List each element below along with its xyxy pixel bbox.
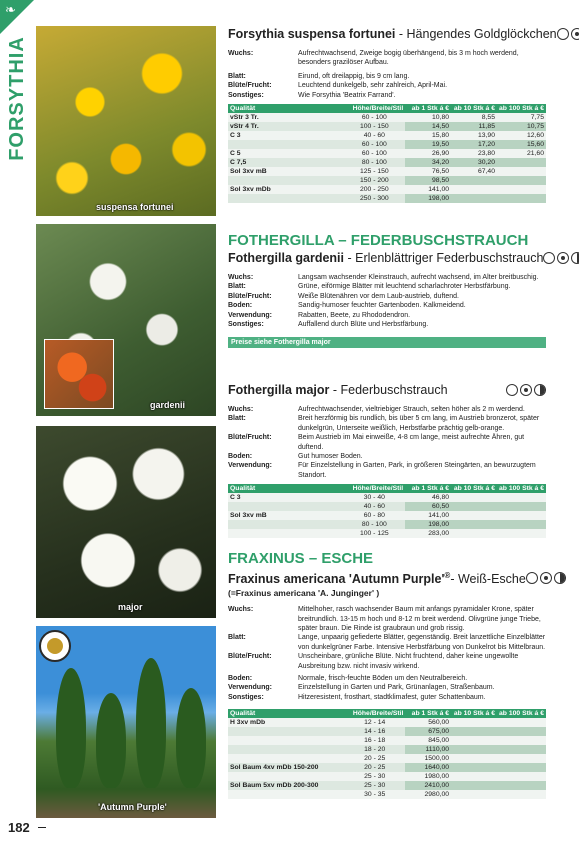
table-cell: 7,75 (497, 113, 546, 122)
table-cell (497, 185, 546, 194)
table-cell (451, 718, 497, 727)
table-cell: 34,20 (405, 158, 451, 167)
table-row (228, 122, 546, 131)
table-cell (451, 493, 497, 502)
table-cell (451, 763, 497, 772)
table-cell: 675,00 (405, 727, 451, 736)
table-cell (497, 736, 546, 745)
table-cell: 40 - 60 (343, 502, 405, 511)
table-cell: vStr 4 Tr. (228, 122, 343, 131)
table-cell (228, 754, 344, 763)
table-cell (451, 727, 497, 736)
table-cell: Sol Baum 5xv mDb 200-300 (228, 781, 344, 790)
table-cell (497, 754, 546, 763)
description-list: Wuchs: Mittelhoher, rasch wachsender Baum mit anfangs pyramidaler Krone, später breitrundlich. 13-15 m hoch und 8-12 m breit werdend. Olivgrüne junge Triebe, später braun. Die Rinde ist graubraun und grob rissig. Blatt: Lange, unpaarig gefiederte Blätter, gegenständig. Breit lanzettliche Einzelblätter von dunkelgrüner Farbe. Intensive Herbstfärbung von Dunkelrot bis Mittelbraun. Blüte/Frucht: Unscheinbare, grünliche Blüte. Nicht fruchtend, daher keine ungewollte Ausbreitung bzw. nicht invasiv wirkend. Boden: Normale, frisch-feuchte Böden um den Neutralbereich. Verwendung: Einzelstellung in Garten und Park, Grünanlagen, Straßenbaum. Sonstiges: Hitzeresistent, frosthart, stadtklimafest, guter Schattenbaum. (228, 606, 546, 701)
photo-caption: 'Autumn Purple' (98, 802, 167, 812)
product-title: Fothergilla gardenii - Erlenblättriger Federbuschstrauch (228, 250, 546, 266)
table-cell: 198,00 (405, 520, 451, 529)
tree-shape (56, 668, 86, 788)
table-cell (228, 176, 343, 185)
price-table-body (228, 718, 546, 799)
sun-icon (506, 384, 518, 396)
table-cell (451, 185, 497, 194)
product-title: Forsythia suspensa fortunei - Hängendes Goldglöckchen (228, 26, 546, 42)
table-cell: 2410,00 (405, 781, 451, 790)
tree-shape (176, 688, 206, 788)
table-cell: 15,60 (497, 140, 546, 149)
table-cell: 30,20 (451, 158, 497, 167)
table-row (228, 194, 546, 203)
table-cell (497, 772, 546, 781)
table-cell: Sol 3xv mB (228, 511, 343, 520)
table-cell: 141,00 (405, 185, 451, 194)
synonym: (=Fraxinus americana 'A. Junginger' ) (228, 588, 380, 599)
table-cell (228, 736, 344, 745)
table-cell: 30 - 40 (343, 493, 405, 502)
table-cell: 60 - 100 (343, 140, 405, 149)
table-row (228, 185, 546, 194)
table-row (228, 511, 546, 520)
table-cell (497, 502, 546, 511)
sun-icon (526, 572, 538, 584)
table-cell: 60 - 80 (343, 511, 405, 520)
table-cell (451, 781, 497, 790)
table-cell (451, 176, 497, 185)
table-cell: Sol 3xv mDb (228, 185, 343, 194)
table-cell: 60 - 100 (343, 149, 405, 158)
table-cell (497, 493, 546, 502)
table-cell: 150 - 200 (343, 176, 405, 185)
table-cell: C 7,5 (228, 158, 343, 167)
table-row (228, 158, 546, 167)
table-cell: 100 - 150 (343, 122, 405, 131)
table-row (228, 727, 546, 736)
table-row (228, 113, 546, 122)
shade-icon (571, 252, 579, 264)
genus-heading: FRAXINUS – ESCHE (228, 550, 374, 567)
table-cell (451, 790, 497, 799)
table-cell: 98,50 (405, 176, 451, 185)
price-table-body (228, 493, 546, 538)
table-cell: 12 - 14 (344, 718, 405, 727)
table-row (228, 718, 546, 727)
table-cell (228, 140, 343, 149)
photo-forsythia (36, 26, 216, 216)
table-cell (228, 772, 344, 781)
table-row (228, 167, 546, 176)
product-title: Fraxinus americana 'Autumn Purple'®- Weiß-Esche (228, 568, 546, 587)
table-row (228, 176, 546, 185)
table-cell: 26,90 (405, 149, 451, 158)
location-icons (506, 384, 546, 396)
product-title: Fothergilla major - Federbuschstrauch (228, 382, 546, 398)
leaf-icon: ❧ (5, 2, 16, 17)
table-cell (451, 736, 497, 745)
table-row (228, 131, 546, 140)
table-cell: 60 - 100 (343, 113, 405, 122)
table-cell: 15,80 (405, 131, 451, 140)
table-cell (497, 158, 546, 167)
half-shade-icon (540, 572, 552, 584)
description-list: Wuchs: Langsam wachsender Kleinstrauch, aufrecht wachsend, im Alter breitbuschig. Blatt: Grüne, eiförmige Blätter mit leuchtend scharlachroter Herbstfärbung. Blüte/Frucht: Weiße Blütenähren vor dem Laub-austrieb, duftend. Boden: Sandig-humoser feuchter Gartenboden. Kalkmeidend. Verwendung: Rabatten, Beete, zu Rhododendron. Sonstiges: Auffallend durch Blüte und Herbstfärbung. (228, 274, 539, 329)
table-cell: 12,60 (497, 131, 546, 140)
section-fraxinus (228, 550, 546, 799)
table-cell (497, 520, 546, 529)
table-cell (497, 176, 546, 185)
table-cell (497, 781, 546, 790)
shade-icon (554, 572, 566, 584)
table-cell: 76,50 (405, 167, 451, 176)
table-cell: 125 - 150 (343, 167, 405, 176)
table-cell: 67,40 (451, 167, 497, 176)
table-cell: 20 - 25 (344, 763, 405, 772)
table-cell (228, 194, 343, 203)
price-table: Qualität Höhe/Breite/Stil ab 1 Stk á € ab 10 Stk á € ab 100 Stk á € vStr 3 Tr. 60 - 100 10,80 8,55 7,75 vStr 4 Tr. 100 - 150 14,50 11,85 10,75 C 3 40 - 60 15,80 13,90 12,60 60 - 100 19,50 17,20 15,60 C 5 60 - 100 26,90 23,80 21,60 C 7,5 80 - 100 34,20 30,20 Sol 3xv mB 125 - 150 76,50 67,40 150 - 200 98,50 Sol 3xv mDb 200 - 250 141,00 250 - 300 198,00 (230, 105, 544, 203)
table-cell (497, 763, 546, 772)
price-table: Qualität Höhe/Breite/Stil ab 1 Stk á € ab 10 Stk á € ab 100 Stk á € C 3 30 - 40 46,80 40 - 60 60,50 Sol 3xv mB 60 - 80 141,00 80 - 100 198,00 100 - 125 283,00 (230, 485, 544, 538)
sun-icon (557, 28, 569, 40)
section-fothergilla-major (228, 382, 546, 538)
description-list: Wuchs: Aufrechtwachsender, vieltriebiger Strauch, selten höher als 2 m werdend. Blatt: Breit herzförmig bis rundlich, bis über 5 cm lang, im Austrieb bronzerot, später dunkelgrün, Unterseite weißlich, Herbstfarbe prächtig gelb-orange. Blüte/Frucht: Beim Austrieb im Mai einweiße, 4-8 cm lange, meist aufrechte Ähren, gut duftend. Boden: Gut humoser Boden. Verwendung: Für Einzelstellung in Garten, Park, in größeren Steingärten, an bewurzugtem Standort. (228, 406, 540, 479)
section-forsythia (228, 26, 557, 203)
table-cell (228, 727, 344, 736)
table-cell: 19,50 (405, 140, 451, 149)
table-cell: Sol Baum 4xv mDb 150-200 (228, 763, 344, 772)
table-cell: 283,00 (405, 529, 451, 538)
table-cell (228, 790, 344, 799)
table-cell: 25 - 30 (344, 781, 405, 790)
table-cell (451, 520, 497, 529)
table-cell (228, 502, 343, 511)
table-cell (451, 511, 497, 520)
table-cell (497, 718, 546, 727)
table-cell: 141,00 (405, 511, 451, 520)
table-row (228, 745, 546, 754)
table-cell: 21,60 (497, 149, 546, 158)
table-cell: 845,00 (405, 736, 451, 745)
table-row (228, 149, 546, 158)
table-cell (497, 511, 546, 520)
price-table-body (228, 113, 546, 203)
location-icons (543, 252, 579, 264)
genus-heading: FOTHERGILLA – FEDERBUSCHSTRAUCH (228, 232, 529, 249)
table-row (228, 772, 546, 781)
shade-icon (534, 384, 546, 396)
table-cell: Sol 3xv mB (228, 167, 343, 176)
table-cell: 10,80 (405, 113, 451, 122)
table-cell (497, 529, 546, 538)
table-cell: C 3 (228, 493, 343, 502)
table-cell: 14,50 (405, 122, 451, 131)
table-cell (497, 167, 546, 176)
table-cell: 80 - 100 (343, 520, 405, 529)
table-cell (451, 772, 497, 781)
table-cell: 20 - 25 (344, 754, 405, 763)
table-cell (228, 520, 343, 529)
table-cell: 1500,00 (405, 754, 451, 763)
table-cell: 1640,00 (405, 763, 451, 772)
price-notice: Preise siehe Fothergilla major (228, 337, 546, 348)
sun-icon (543, 252, 555, 264)
table-cell: 40 - 60 (343, 131, 405, 140)
table-cell: 30 - 35 (344, 790, 405, 799)
description-list: Wuchs: Aufrechtwachsend, Zweige bogig überhängend, bis 3 m hoch werdend, besonders grazilöser Aufbau. Blatt: Eirund, oft dreilappig, bis 9 cm lang. Blüte/Frucht: Leuchtend dunkelgelb, sehr zahlreich, April-Mai. Sonstiges: Wie Forsythia 'Beatrix Farrand'. (228, 50, 519, 99)
page-number: 182 (8, 820, 30, 835)
tree-shape (96, 693, 126, 788)
table-cell: 46,80 (405, 493, 451, 502)
table-cell (497, 727, 546, 736)
table-cell: 200 - 250 (343, 185, 405, 194)
table-cell: 560,00 (405, 718, 451, 727)
location-icons (557, 28, 579, 40)
table-cell: 2980,00 (405, 790, 451, 799)
table-cell: 250 - 300 (343, 194, 405, 203)
table-cell (497, 790, 546, 799)
table-cell (451, 194, 497, 203)
table-cell: 17,20 (451, 140, 497, 149)
table-cell: 10,75 (497, 122, 546, 131)
table-cell (228, 745, 344, 754)
photo-fothergilla-gardenii (36, 224, 216, 416)
table-cell (451, 502, 497, 511)
table-cell: 60,50 (405, 502, 451, 511)
table-row (228, 763, 546, 772)
table-cell: 100 - 125 (343, 529, 405, 538)
table-cell (497, 745, 546, 754)
half-shade-icon (557, 252, 569, 264)
table-row (228, 790, 546, 799)
table-row (228, 754, 546, 763)
photo-caption: gardenii (150, 400, 186, 410)
table-cell: 18 - 20 (344, 745, 405, 754)
table-cell: H 3xv mDb (228, 718, 344, 727)
seal-badge-icon (39, 630, 71, 662)
half-shade-icon (571, 28, 579, 40)
table-cell: 13,90 (451, 131, 497, 140)
table-cell: 11,85 (451, 122, 497, 131)
table-cell (451, 529, 497, 538)
table-cell: 14 - 16 (344, 727, 405, 736)
table-cell: 25 - 30 (344, 772, 405, 781)
table-row (228, 502, 546, 511)
genus-tab: FORSYTHIA (5, 35, 28, 161)
photo-fothergilla-major (36, 426, 216, 618)
table-cell (228, 529, 343, 538)
table-cell: 80 - 100 (343, 158, 405, 167)
table-cell: 23,80 (451, 149, 497, 158)
table-cell: 8,55 (451, 113, 497, 122)
table-cell: C 5 (228, 149, 343, 158)
section-fothergilla-gardenii (228, 232, 546, 348)
inset-photo-autumn-leaves (44, 339, 114, 409)
table-cell: 16 - 18 (344, 736, 405, 745)
table-cell: C 3 (228, 131, 343, 140)
price-table: Qualität Höhe/Breite/Stil ab 1 Stk á € ab 10 Stk á € ab 100 Stk á € H 3xv mDb 12 - 14 560,00 14 - 16 675,00 16 - 18 845,00 18 - 20 1110,00 20 - 25 1500,00 Sol Baum 4xv mDb 150-200 20 - 25 1640,00 25 - 30 1980,00 Sol Baum 5xv mDb 200-300 25 - 30 2410,00 30 - 35 2980,00 (230, 710, 544, 799)
table-row (228, 736, 546, 745)
table-cell (451, 745, 497, 754)
table-row (228, 520, 546, 529)
table-cell (497, 194, 546, 203)
table-row (228, 493, 546, 502)
table-row (228, 140, 546, 149)
table-row (228, 529, 546, 538)
photo-caption: suspensa fortunei (96, 202, 174, 212)
table-cell (451, 754, 497, 763)
half-shade-icon (520, 384, 532, 396)
tree-shape (136, 658, 166, 788)
table-cell: 198,00 (405, 194, 451, 203)
table-cell: 1110,00 (405, 745, 451, 754)
table-row (228, 781, 546, 790)
table-cell: vStr 3 Tr. (228, 113, 343, 122)
table-cell: 1980,00 (405, 772, 451, 781)
photo-caption: major (118, 602, 143, 612)
location-icons (526, 572, 566, 584)
